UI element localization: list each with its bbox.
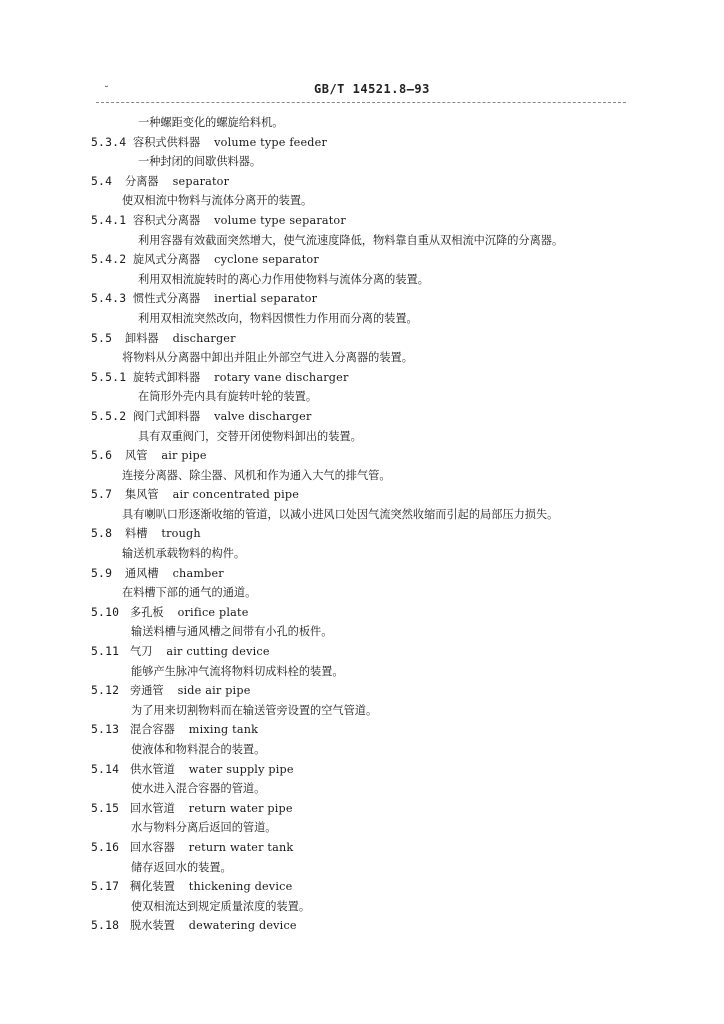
term-heading [91,250,319,270]
term-chinese: 阀门式卸料器 [133,409,201,423]
clause-number: 5.14 [91,761,120,776]
term-heading [91,133,327,153]
term-heading [91,681,251,701]
definition-text: 输送料槽与通风槽之间带有小孔的板件。 [131,625,333,639]
definition-text: 使液体和物料混合的装置。 [131,743,266,756]
term-english: air concentrated pipe [172,488,300,502]
clause-number: 5.8 [91,526,113,541]
definition-line [0,113,724,133]
term-chinese: 混合容器 [130,723,175,737]
clause-number: 5.4.1 [91,212,127,227]
term-english: return water pipe [188,801,293,815]
term-entry [0,564,724,584]
term-entry [0,916,724,936]
term-english: trough [161,527,201,541]
term-entry [0,642,724,662]
definition-line [0,583,724,603]
term-chinese: 集风管 [125,488,159,502]
clause-number: 5.17 [91,879,120,894]
definition-text: 使双相流达到规定质量浓度的装置。 [131,899,311,913]
definition-line [0,858,724,878]
term-chinese: 供水管道 [130,762,175,776]
clause-number: 5.12 [91,683,120,698]
definition-text: 利用容器有效截面突然增大，使气流速度降低，物料靠自重从双相流中沉降的分离器。 [138,233,564,247]
term-chinese: 旋风式分离器 [133,253,201,267]
term-english: return water tank [188,840,294,854]
term-heading [91,329,236,349]
definition-line [0,544,724,564]
clause-number: 5.18 [91,918,120,933]
term-heading [91,838,293,858]
clause-number: 5.7 [91,487,113,502]
definition-text: 为了用来切割物料而在输送管旁设置的空气管道。 [131,703,378,717]
term-chinese: 稠化装置 [130,880,175,894]
definition-text: 具有双重阀门，交替开闭使物料卸出的装置。 [138,429,362,443]
definition-line [0,466,724,486]
term-chinese: 回水管道 [130,801,175,815]
term-english: valve discharger [214,409,312,423]
clause-number: 5.3.4 [91,134,127,149]
term-english: air pipe [161,449,207,463]
clause-number: 5.6 [91,448,113,463]
term-chinese: 多孔板 [130,605,164,619]
term-heading [91,642,270,662]
term-heading [91,564,224,584]
term-heading [91,446,207,466]
definition-text: 在料槽下部的通气的通道。 [122,586,257,600]
term-heading [91,524,201,544]
clause-number: 5.10 [91,604,120,619]
term-chinese: 风管 [125,449,148,463]
definition-text: 利用双相流突然改向，物料因惯性力作用而分离的装置。 [138,311,418,325]
term-chinese: 通风槽 [125,566,159,580]
term-heading [91,603,249,623]
definition-text: 一种螺距变化的螺旋给料机。 [138,116,284,129]
term-chinese: 容积式分离器 [133,213,201,227]
term-heading [91,172,229,192]
definition-text: 利用双相流旋转时的离心力作用使物料与流体分离的装置。 [138,272,429,286]
definition-line [0,740,724,760]
clause-number: 5.4.3 [91,291,127,306]
clause-number: 5.13 [91,722,120,737]
clause-number: 5.16 [91,839,120,854]
term-entry [0,368,724,388]
term-chinese: 惯性式分离器 [133,292,201,306]
term-chinese: 旋转式卸料器 [133,370,201,384]
definition-line [0,309,724,329]
term-heading [91,720,258,740]
term-heading [91,407,312,427]
clause-number: 5.11 [91,644,120,659]
term-entry [0,211,724,231]
term-english: volume type feeder [214,135,328,149]
term-entry [0,485,724,505]
definition-text: 连接分离器、除尘器、风机和作为通入大气的排气管。 [122,468,391,482]
term-heading [91,289,317,309]
header-rule [96,102,626,103]
clause-number: 5.5.2 [91,408,127,423]
term-heading [91,760,294,780]
definition-text: 输送机承载物料的构件。 [122,547,246,561]
term-heading [91,916,297,936]
definition-line [0,387,724,407]
term-english: cyclone separator [214,253,319,267]
term-english: air cutting device [166,645,270,659]
definition-line [0,662,724,682]
definition-text: 使水进入混合容器的管道。 [131,782,266,796]
definition-line [0,191,724,211]
term-entry [0,603,724,623]
term-entry [0,407,724,427]
term-english: thickening device [188,880,293,894]
term-heading [91,877,292,897]
standard-code: GB/T 14521.8—93 [314,82,430,96]
definition-text: 将物料从分离器中卸出并阻止外部空气进入分离器的装置。 [122,351,413,365]
definition-line [0,818,724,838]
clause-number: 5.4 [91,173,113,188]
definition-text: 使双相流中物料与流体分离开的装置。 [122,194,313,208]
term-english: rotary vane discharger [214,370,349,384]
term-entry [0,799,724,819]
definition-line [0,622,724,642]
term-chinese: 卸料器 [125,331,159,345]
definition-text: 在筒形外壳内具有旋转叶轮的装置。 [138,390,318,404]
term-english: water supply pipe [188,762,294,776]
term-heading [91,368,349,388]
term-english: chamber [172,566,224,580]
term-english: inertial separator [214,292,318,306]
term-list [0,113,724,936]
definition-text: 水与物料分离后返回的管道。 [131,821,277,835]
definition-line [0,897,724,917]
term-chinese: 气刀 [130,645,153,659]
term-entry [0,720,724,740]
term-entry [0,250,724,270]
term-english: separator [172,174,230,188]
term-entry [0,133,724,153]
term-english: mixing tank [188,723,259,737]
term-entry [0,681,724,701]
term-entry [0,524,724,544]
term-english: discharger [172,331,236,345]
header-mark: ˘ [104,86,109,97]
term-entry [0,172,724,192]
definition-line [0,505,724,525]
definition-text: 具有喇叭口形逐渐收缩的管道，以减小进风口处因气流突然收缩而引起的局部压力损失。 [122,507,559,521]
definition-line [0,152,724,172]
clause-number: 5.15 [91,800,120,815]
term-chinese: 分离器 [125,174,159,188]
term-heading [91,485,299,505]
definition-text: 储存返回水的装置。 [131,860,232,874]
term-entry [0,446,724,466]
clause-number: 5.5.1 [91,369,127,384]
definition-line [0,348,724,368]
term-heading [91,211,346,231]
term-chinese: 容积式供料器 [133,135,201,149]
term-entry [0,329,724,349]
term-chinese: 旁通管 [130,684,164,698]
clause-number: 5.9 [91,565,113,580]
term-entry [0,838,724,858]
term-chinese: 回水容器 [130,840,175,854]
definition-line [0,231,724,251]
definition-line [0,270,724,290]
definition-line [0,779,724,799]
term-chinese: 料槽 [125,527,148,541]
term-entry [0,877,724,897]
term-entry [0,289,724,309]
clause-number: 5.5 [91,330,113,345]
definition-text: 一种封闭的间歇供料器。 [138,155,262,169]
term-english: side air pipe [177,684,251,698]
clause-number: 5.4.2 [91,252,127,267]
term-heading [91,799,293,819]
definition-line [0,701,724,721]
term-english: orifice plate [177,605,249,619]
term-english: volume type separator [214,213,346,227]
term-chinese: 脱水装置 [130,919,175,933]
definition-text: 能够产生脉冲气流将物料切成料栓的装置。 [131,664,344,678]
term-english: dewatering device [188,919,297,933]
term-entry [0,760,724,780]
definition-line [0,427,724,447]
